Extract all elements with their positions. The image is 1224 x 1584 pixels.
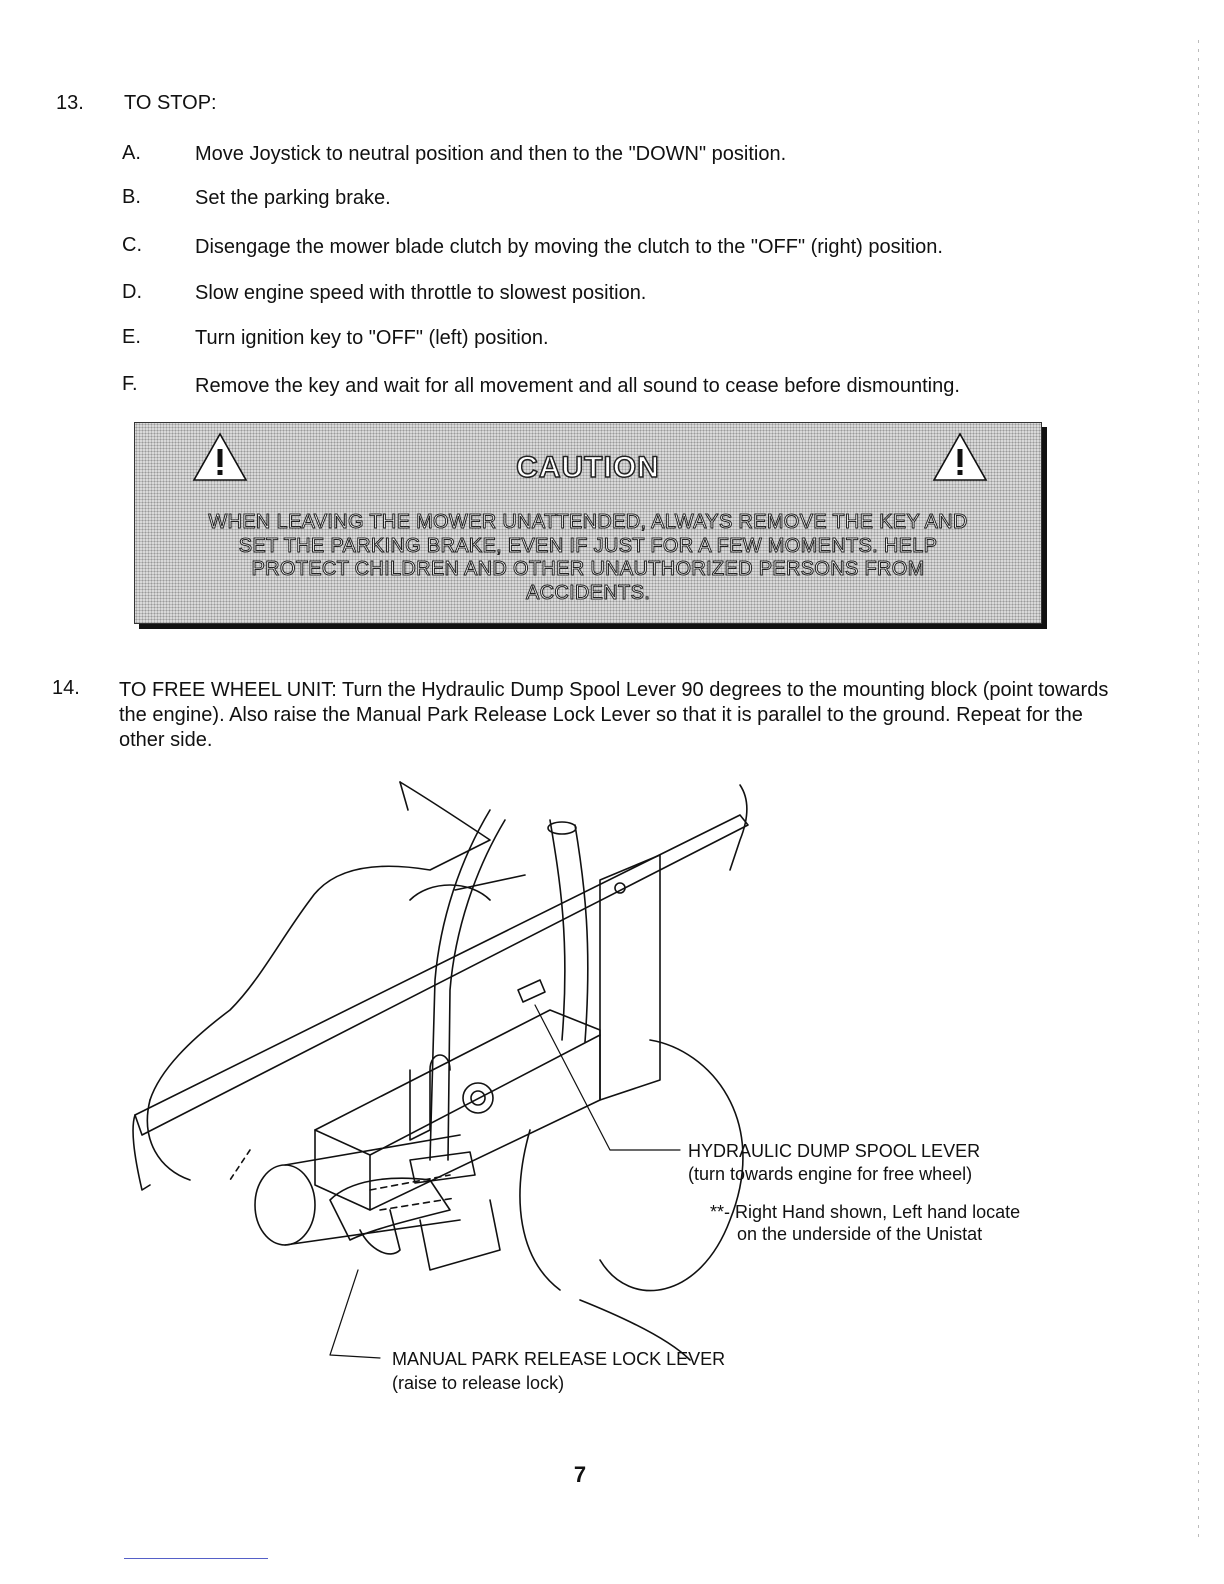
step-f-text: Remove the key and wait for all movement and all sound to cease before dismounting. — [195, 375, 960, 397]
section-14-number: 14. — [52, 677, 80, 699]
hose-right-inner — [575, 825, 588, 1042]
leader-line-dump-spool — [535, 1005, 680, 1150]
drum-inner — [520, 1130, 560, 1290]
step-e-letter: E. — [122, 326, 141, 348]
step-b-letter: B. — [122, 186, 141, 208]
dump-spool-label: HYDRAULIC DUMP SPOOL LEVER — [688, 1141, 981, 1161]
body-curve — [147, 1100, 190, 1180]
step-e-text: Turn ignition key to "OFF" (left) position. — [195, 327, 549, 349]
park-release-label: MANUAL PARK RELEASE LOCK LEVER — [392, 1349, 726, 1369]
shaft-end — [255, 1165, 315, 1245]
footer-rule — [124, 1558, 268, 1559]
step-d-letter: D. — [122, 281, 142, 303]
park-release-sublabel: (raise to release lock) — [392, 1373, 565, 1393]
dump-spool-lever — [518, 980, 545, 1002]
hose-cross — [455, 875, 525, 890]
step-a-letter: A. — [122, 142, 141, 164]
bar-right-end — [730, 785, 747, 870]
cutout-shape — [410, 885, 490, 900]
shaft-top — [285, 1135, 460, 1165]
caution-box — [134, 422, 1042, 624]
free-wheel-illustration — [130, 780, 770, 1370]
leader-line-park-release — [330, 1270, 380, 1358]
section-13-title: TO STOP: — [124, 92, 217, 114]
hose-end-cap — [548, 822, 576, 834]
step-c-text: Disengage the mower blade clutch by moving the clutch to the "OFF" (right) position. — [195, 236, 943, 258]
vertical-plate — [600, 855, 660, 1100]
axis-dash — [230, 1150, 250, 1180]
dump-spool-sublabel: (turn towards engine for free wheel) — [688, 1164, 973, 1184]
step-b-text: Set the parking brake. — [195, 187, 391, 209]
hand-note-line2: on the underside of the Unistat — [737, 1224, 983, 1244]
step-d-text: Slow engine speed with throttle to slowest position. — [195, 282, 647, 304]
caution-title: CAUTION — [516, 451, 660, 484]
frame-outline — [150, 782, 490, 1100]
hand-note-line1: **- Right Hand shown, Left hand locate — [710, 1202, 1021, 1222]
page-number: 7 — [573, 1462, 587, 1487]
hose-right — [550, 820, 565, 1040]
caution-message: WHEN LEAVING THE MOWER UNATTENDED, ALWAYS REMOVE THE KEY AND SET THE PARKING BRAKE, EVEN IF JUST FOR A FEW MOMENTS. HELP PROTECT CHILDREN AND OTHER UNAUTHORIZED PERSONS FROM ACCIDENTS. — [208, 511, 968, 604]
step-a-text: Move Joystick to neutral position and then to the "DOWN" position. — [195, 143, 787, 165]
scan-edge — [1198, 40, 1199, 1540]
section-13-number: 13. — [56, 92, 84, 114]
warning-triangle-right-icon — [931, 431, 989, 483]
flat-bar — [135, 815, 748, 1135]
step-f-letter: F. — [122, 373, 138, 395]
clip-bracket — [410, 1055, 450, 1140]
block-top-edge — [315, 1035, 600, 1155]
section-14-text: TO FREE WHEEL UNIT: Turn the Hydraulic Dump Spool Lever 90 degrees to the mounting block (point towards the engine). Also raise the Manual Park Release Lock Lever so that it is parallel to the ground. Repeat for the other side. — [119, 679, 1109, 751]
lower-bracket — [420, 1200, 500, 1270]
step-c-letter: C. — [122, 234, 142, 256]
